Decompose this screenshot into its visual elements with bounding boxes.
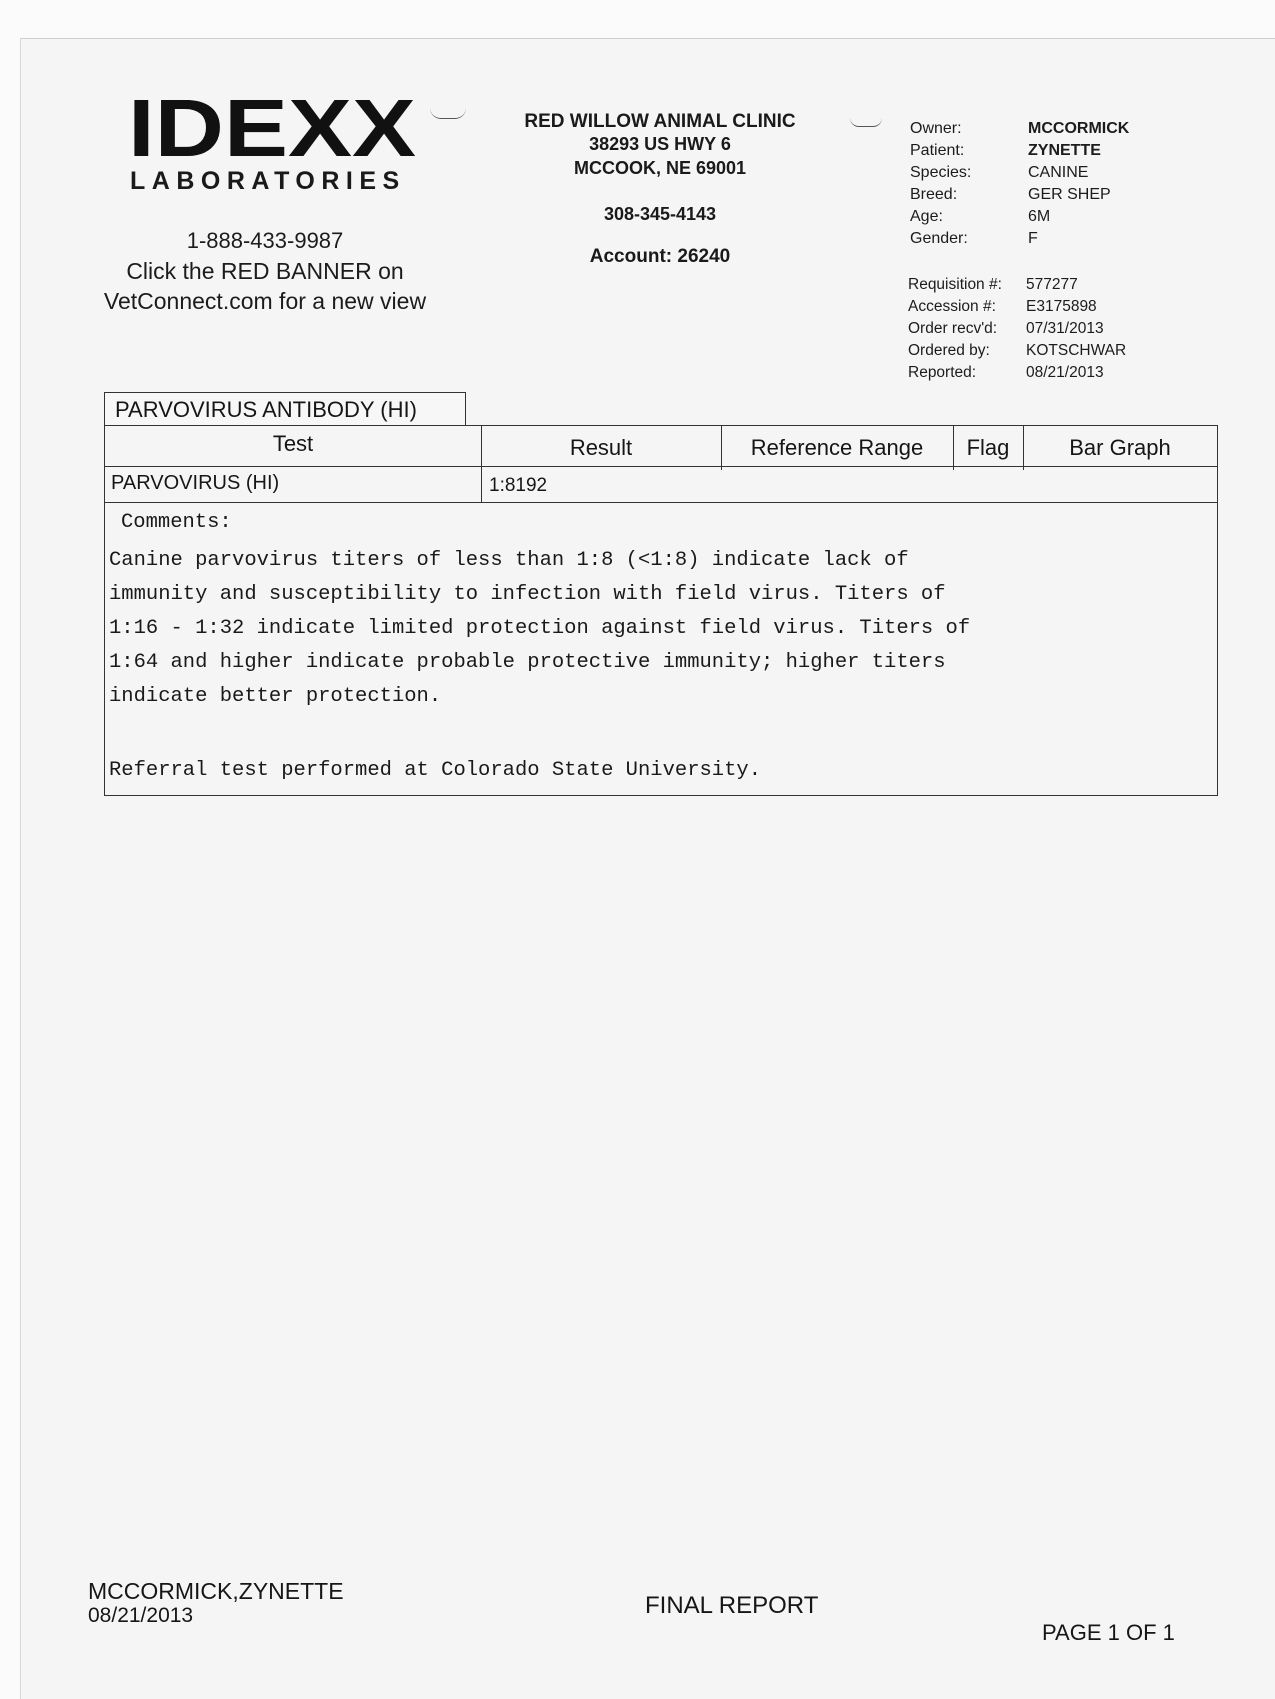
info-label: Species: [910,164,972,181]
gender-value: F [1028,230,1038,247]
clinic-account: Account: 26240 [589,246,731,267]
info-patient [910,142,1210,162]
comment-line: indicate better protection. [109,685,442,708]
ordered-by-value: KOTSCHWAR [1026,342,1127,359]
idexx-logo [128,100,418,167]
reported-value: 08/21/2013 [1026,364,1104,381]
species-value: CANINE [1028,164,1089,181]
info-label: Requisition #: [908,276,1002,293]
panel-title: PARVOVIRUS ANTIBODY (HI) [104,392,466,426]
owner-value: MCCORMICK [1028,120,1130,137]
info-species [910,164,1210,184]
info-requisition [908,276,1208,296]
decor-mark [430,108,466,119]
order-received-value: 07/31/2013 [1026,320,1104,337]
vetconnect-message-line2: VetConnect.com for a new view [103,288,427,314]
info-label: Accession #: [908,298,996,315]
decor-mark [850,118,882,127]
info-label: Reported: [908,364,977,381]
info-reported [908,364,1208,384]
info-gender [910,230,1210,250]
referral-note: Referral test performed at Colorado State University. [109,759,762,782]
info-order-received [908,320,1208,340]
comment-line: 1:64 and higher indicate probable protective immunity; higher titers [109,651,946,674]
footer-date: 08/21/2013 [88,1604,194,1627]
info-accession [908,298,1208,318]
breed-value: GER SHEP [1028,186,1111,203]
col-header-reference-range: Reference Range [750,435,924,460]
col-divider [481,426,482,502]
vetconnect-message-line1: Click the RED BANNER on [126,258,404,284]
age-value: 6M [1028,208,1051,225]
info-label: Patient: [910,142,965,159]
info-ordered-by [908,342,1208,362]
comments-label: Comments: [121,511,232,534]
info-owner [910,120,1210,140]
comment-line: 1:16 - 1:32 indicate limited protection against field virus. Titers of [109,617,971,640]
row-divider [105,502,1217,503]
row-test-name: PARVOVIRUS (HI) [111,472,280,494]
col-header-result: Result [569,435,633,460]
info-label: Owner: [910,120,962,137]
col-header-flag: Flag [966,435,1010,460]
clinic-name: RED WILLOW ANIMAL CLINIC [524,111,796,132]
row-divider [105,466,1217,467]
results-table [104,425,1218,796]
footer-page-number: PAGE 1 OF 1 [1042,1620,1175,1645]
info-age [910,208,1210,228]
footer-patient-name: MCCORMICK,ZYNETTE [88,1578,344,1604]
clinic-phone: 308-345-4143 [603,204,717,224]
clinic-city: MCCOOK, NE 69001 [573,158,747,178]
svg-text:IDEXX: IDEXX [128,100,416,162]
col-header-bar-graph: Bar Graph [1069,435,1171,460]
patient-value: ZYNETTE [1028,142,1101,159]
comment-line: immunity and susceptibility to infection with field virus. Titers of [109,583,946,606]
logo-subtitle: LABORATORIES [130,167,406,195]
accession-value: E3175898 [1026,298,1097,315]
col-divider [721,426,722,470]
row-result-value: 1:8192 [489,475,548,496]
col-header-test: Test [272,431,314,456]
clinic-address: 38293 US HWY 6 [589,134,731,154]
info-label: Gender: [910,230,968,247]
lab-phone: 1-888-433-9987 [186,228,344,253]
info-label: Order recv'd: [908,320,998,337]
info-label: Breed: [910,186,958,203]
info-breed [910,186,1210,206]
footer-report-status: FINAL REPORT [645,1592,819,1619]
info-label: Age: [910,208,943,225]
col-divider [1023,426,1024,470]
comment-line: Canine parvovirus titers of less than 1:8 (<1:8) indicate lack of [109,549,909,572]
idexx-logo-mark [128,100,418,162]
info-label: Ordered by: [908,342,990,359]
requisition-value: 577277 [1026,276,1078,293]
col-divider [953,426,954,470]
